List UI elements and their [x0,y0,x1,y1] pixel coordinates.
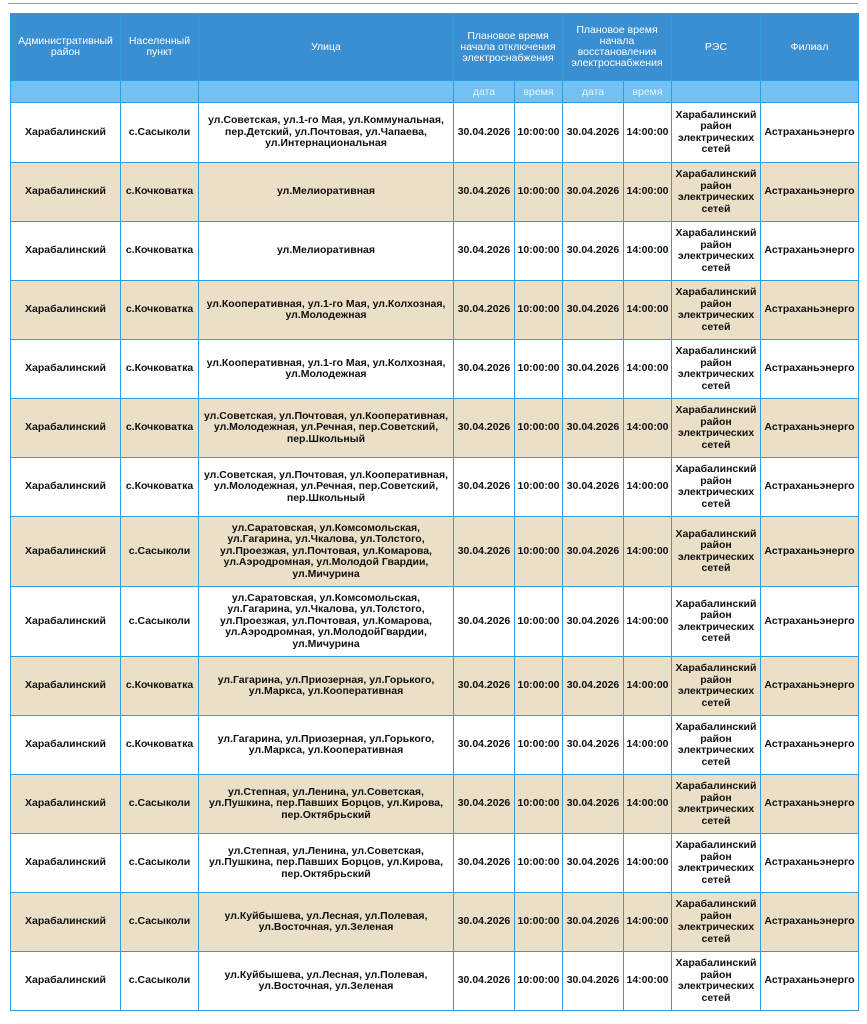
cell-locality: с.Кочковатка [121,716,199,775]
cell-off-time: 10:00:00 [515,103,563,163]
cell-off-date: 30.04.2026 [454,775,515,834]
cell-street: ул.Советская, ул.Почтовая, ул.Кооперативная, ул.Молодежная, ул.Речная, пер.Советский, пер.Школьный [199,399,454,458]
cell-street: ул.Гагарина, ул.Приозерная, ул.Горького, ул.Маркса, ул.Кооперативная [199,716,454,775]
cell-off-time: 10:00:00 [515,399,563,458]
cell-district: Харабалинский [11,657,121,716]
table-row [11,834,859,893]
cell-res: Харабалинский район электрических сетей [672,657,761,716]
cell-district: Харабалинский [11,163,121,222]
cell-on-time: 14:00:00 [624,399,672,458]
cell-on-date: 30.04.2026 [563,587,624,657]
cell-off-date: 30.04.2026 [454,952,515,1011]
cell-res: Харабалинский район электрических сетей [672,775,761,834]
cell-res: Харабалинский район электрических сетей [672,340,761,399]
cell-district: Харабалинский [11,340,121,399]
cell-on-date: 30.04.2026 [563,716,624,775]
table-row [11,657,859,716]
cell-branch: Астраханьэнерго [761,399,859,458]
cell-on-date: 30.04.2026 [563,893,624,952]
cell-branch: Астраханьэнерго [761,775,859,834]
cell-res: Харабалинский район электрических сетей [672,103,761,163]
cell-on-date: 30.04.2026 [563,517,624,587]
cell-district: Харабалинский [11,775,121,834]
cell-locality: с.Сасыколи [121,952,199,1011]
table-row [11,716,859,775]
cell-on-time: 14:00:00 [624,281,672,340]
cell-locality: с.Сасыколи [121,103,199,163]
cell-branch: Астраханьэнерго [761,716,859,775]
cell-on-time: 14:00:00 [624,340,672,399]
cell-on-date: 30.04.2026 [563,657,624,716]
cell-on-date: 30.04.2026 [563,340,624,399]
cell-res: Харабалинский район электрических сетей [672,222,761,281]
cell-district: Харабалинский [11,222,121,281]
col-header-restore-start: Плановое время начала восстановления электроснабжения [563,14,672,81]
cell-on-time: 14:00:00 [624,716,672,775]
cell-street: ул.Куйбышева, ул.Лесная, ул.Полевая, ул.Восточная, ул.Зеленая [199,893,454,952]
cell-on-time: 14:00:00 [624,222,672,281]
cell-street: ул.Кооперативная, ул.1-го Мая, ул.Колхозная, ул.Молодежная [199,340,454,399]
cell-branch: Астраханьэнерго [761,458,859,517]
col-header-street: Улица [199,14,454,81]
cell-off-time: 10:00:00 [515,587,563,657]
col-header-branch: Филиал [761,14,859,81]
cell-street: ул.Саратовская, ул.Комсомольская, ул.Гагарина, ул.Чкалова, ул.Толстого, ул.Проезжая, ул.Почтовая, ул.Комарова, ул.Аэродромная, ул.МолодойГвардии, ул.Мичурина [199,587,454,657]
cell-street: ул.Степная, ул.Ленина, ул.Советская, ул.Пушкина, пер.Павших Борцов, ул.Кирова, пер.Октябрьский [199,834,454,893]
subheader-empty [11,81,121,103]
cell-off-time: 10:00:00 [515,716,563,775]
top-divider [8,3,858,4]
cell-res: Харабалинский район электрических сетей [672,281,761,340]
subheader-empty [672,81,761,103]
subheader-empty [761,81,859,103]
table-row [11,517,859,587]
cell-locality: с.Сасыколи [121,775,199,834]
cell-off-date: 30.04.2026 [454,399,515,458]
cell-on-time: 14:00:00 [624,517,672,587]
cell-street: ул.Куйбышева, ул.Лесная, ул.Полевая, ул.Восточная, ул.Зеленая [199,952,454,1011]
cell-district: Харабалинский [11,834,121,893]
cell-on-time: 14:00:00 [624,952,672,1011]
cell-off-time: 10:00:00 [515,281,563,340]
table-row [11,340,859,399]
subheader-on-date: дата [563,81,624,103]
cell-locality: с.Сасыколи [121,587,199,657]
cell-res: Харабалинский район электрических сетей [672,893,761,952]
cell-off-time: 10:00:00 [515,657,563,716]
table-row [11,281,859,340]
cell-res: Харабалинский район электрических сетей [672,587,761,657]
cell-locality: с.Кочковатка [121,222,199,281]
cell-res: Харабалинский район электрических сетей [672,834,761,893]
cell-street: ул.Мелиоративная [199,222,454,281]
cell-branch: Астраханьэнерго [761,517,859,587]
cell-off-date: 30.04.2026 [454,103,515,163]
cell-res: Харабалинский район электрических сетей [672,458,761,517]
cell-on-date: 30.04.2026 [563,399,624,458]
cell-off-time: 10:00:00 [515,222,563,281]
cell-district: Харабалинский [11,952,121,1011]
cell-on-time: 14:00:00 [624,893,672,952]
cell-locality: с.Кочковатка [121,458,199,517]
cell-street: ул.Степная, ул.Ленина, ул.Советская, ул.Пушкина, пер.Павших Борцов, ул.Кирова, пер.Октябрьский [199,775,454,834]
cell-branch: Астраханьэнерго [761,281,859,340]
cell-street: ул.Саратовская, ул.Комсомольская, ул.Гагарина, ул.Чкалова, ул.Толстого, ул.Проезжая, ул.Почтовая, ул.Комарова, ул.Аэродромная, ул.Молодой Гвардии, ул.Мичурина [199,517,454,587]
subheader-off-date: дата [454,81,515,103]
cell-street: ул.Советская, ул.1-го Мая, ул.Коммунальная, пер.Детский, ул.Почтовая, ул.Чапаева, ул.Интернациональная [199,103,454,163]
cell-off-time: 10:00:00 [515,163,563,222]
cell-on-time: 14:00:00 [624,775,672,834]
cell-on-time: 14:00:00 [624,657,672,716]
table-row [11,587,859,657]
table-row [11,458,859,517]
subheader-on-time: время [624,81,672,103]
subheader-row [11,81,859,103]
cell-off-time: 10:00:00 [515,834,563,893]
col-header-res: РЭС [672,14,761,81]
cell-off-date: 30.04.2026 [454,834,515,893]
cell-off-date: 30.04.2026 [454,657,515,716]
cell-district: Харабалинский [11,716,121,775]
cell-branch: Астраханьэнерго [761,163,859,222]
outage-schedule-table [10,13,859,1011]
subheader-empty [121,81,199,103]
cell-on-time: 14:00:00 [624,458,672,517]
cell-res: Харабалинский район электрических сетей [672,399,761,458]
cell-on-date: 30.04.2026 [563,834,624,893]
cell-off-time: 10:00:00 [515,340,563,399]
cell-on-time: 14:00:00 [624,163,672,222]
cell-off-date: 30.04.2026 [454,458,515,517]
cell-locality: с.Сасыколи [121,834,199,893]
cell-locality: с.Сасыколи [121,517,199,587]
table-row [11,222,859,281]
cell-off-date: 30.04.2026 [454,716,515,775]
cell-street: ул.Мелиоративная [199,163,454,222]
cell-on-time: 14:00:00 [624,834,672,893]
cell-off-date: 30.04.2026 [454,893,515,952]
cell-off-time: 10:00:00 [515,458,563,517]
cell-off-time: 10:00:00 [515,775,563,834]
cell-branch: Астраханьэнерго [761,893,859,952]
table-row [11,893,859,952]
cell-off-time: 10:00:00 [515,893,563,952]
cell-locality: с.Кочковатка [121,163,199,222]
cell-branch: Астраханьэнерго [761,657,859,716]
cell-district: Харабалинский [11,587,121,657]
cell-branch: Астраханьэнерго [761,952,859,1011]
cell-branch: Астраханьэнерго [761,340,859,399]
cell-res: Харабалинский район электрических сетей [672,716,761,775]
cell-locality: с.Кочковатка [121,399,199,458]
cell-branch: Астраханьэнерго [761,834,859,893]
cell-on-date: 30.04.2026 [563,163,624,222]
table-row [11,399,859,458]
cell-locality: с.Кочковатка [121,281,199,340]
table-row [11,952,859,1011]
cell-street: ул.Гагарина, ул.Приозерная, ул.Горького, ул.Маркса, ул.Кооперативная [199,657,454,716]
cell-res: Харабалинский район электрических сетей [672,517,761,587]
cell-on-date: 30.04.2026 [563,775,624,834]
cell-on-time: 14:00:00 [624,587,672,657]
cell-off-date: 30.04.2026 [454,517,515,587]
cell-off-time: 10:00:00 [515,517,563,587]
cell-on-date: 30.04.2026 [563,281,624,340]
cell-off-date: 30.04.2026 [454,340,515,399]
cell-off-time: 10:00:00 [515,952,563,1011]
cell-district: Харабалинский [11,281,121,340]
cell-on-date: 30.04.2026 [563,103,624,163]
cell-street: ул.Советская, ул.Почтовая, ул.Кооперативная, ул.Молодежная, ул.Речная, пер.Советский, пер.Школьный [199,458,454,517]
cell-on-date: 30.04.2026 [563,952,624,1011]
cell-locality: с.Кочковатка [121,657,199,716]
cell-branch: Астраханьэнерго [761,222,859,281]
col-header-locality: Населенный пункт [121,14,199,81]
table-row [11,103,859,163]
col-header-district: Административный район [11,14,121,81]
cell-off-date: 30.04.2026 [454,222,515,281]
table-row [11,775,859,834]
cell-on-date: 30.04.2026 [563,222,624,281]
cell-street: ул.Кооперативная, ул.1-го Мая, ул.Колхозная, ул.Молодежная [199,281,454,340]
cell-district: Харабалинский [11,517,121,587]
cell-on-time: 14:00:00 [624,103,672,163]
cell-off-date: 30.04.2026 [454,587,515,657]
table-row [11,163,859,222]
cell-locality: с.Сасыколи [121,893,199,952]
cell-res: Харабалинский район электрических сетей [672,163,761,222]
subheader-empty [199,81,454,103]
cell-branch: Астраханьэнерго [761,587,859,657]
col-header-off-start: Плановое время начала отключения электроснабжения [454,14,563,81]
cell-on-date: 30.04.2026 [563,458,624,517]
cell-district: Харабалинский [11,399,121,458]
cell-res: Харабалинский район электрических сетей [672,952,761,1011]
cell-district: Харабалинский [11,893,121,952]
cell-district: Харабалинский [11,103,121,163]
header-row [11,14,859,81]
cell-branch: Астраханьэнерго [761,103,859,163]
cell-locality: с.Кочковатка [121,340,199,399]
cell-district: Харабалинский [11,458,121,517]
cell-off-date: 30.04.2026 [454,281,515,340]
cell-off-date: 30.04.2026 [454,163,515,222]
subheader-off-time: время [515,81,563,103]
